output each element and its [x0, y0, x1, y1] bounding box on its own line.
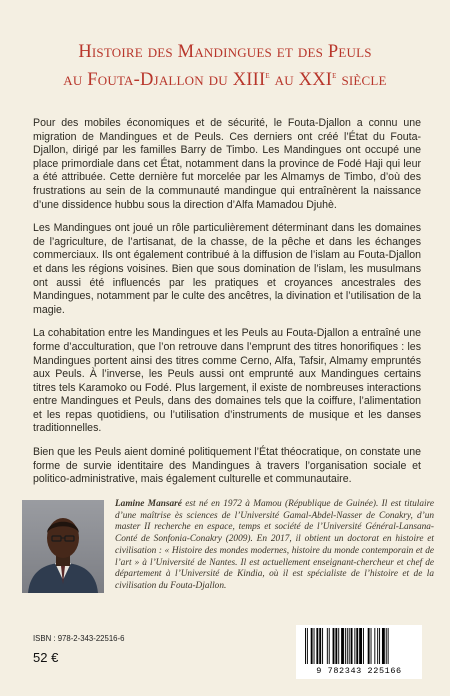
paragraph: La cohabitation entre les Mandingues et les Peuls au Fouta-Djallon a entraîné une forme d’acculturation, que l’on retrouve dans l’emprunt des titres honorifiques : les Mandingues portent ainsi des titres comme Cerno, Alfa, Tafsir, Almamy empruntés aux Peuls. À l’inverse, les Peuls aussi ont emprunté aux Mandingues certains titres tels Karamoko ou Fodé. Plus largement, il existe de nombreuses interactions entre Mandingues et Peuls, dans des domaines tels que la coiffure, l’alimentation et les repas quotidiens, ou l’utilisation d’instruments de musique et les danses traditionnelles.	[33, 327, 421, 435]
barcode-bar	[314, 628, 315, 664]
price: 52 €	[33, 650, 59, 665]
barcode-bar	[356, 628, 358, 664]
barcode-bar	[333, 628, 335, 664]
barcode-bar	[305, 628, 306, 664]
author-bio	[115, 499, 434, 593]
barcode-bar	[335, 628, 337, 664]
barcode-bar	[316, 628, 318, 664]
author-bio-text: est né en 1972 à Mamou (République de Guinée). Il est titulaire d’une maîtrise ès sciences de l’Université Gamal-Abdel-Nasser de Conakry, d’un master II recherche en espace, temps et société de l’Université Général-Lansana-Conté de Sonfonia-Conakry (2009). En 2017, il obtient un doctorat en histoire et civilisation : « Histoire des mondes modernes, histoire du monde contemporain et de l’art » à l’Université de Nantes. Il est actuellement enseignant-chercheur et chef de département à l’Université de Kindia, où il est spécialiste de l’histoire et de la civilisation du Fouta-Djallon.	[115, 499, 435, 591]
title-superscript: e	[265, 70, 270, 81]
barcode-bar	[311, 628, 313, 664]
barcode	[296, 625, 422, 679]
barcode-bar	[329, 628, 330, 664]
barcode-bar	[338, 628, 339, 664]
paragraph: Bien que les Peuls aient dominé politiquement l’État théocratique, on constate une forme de survie identitaire des Mandingues à travers l’organisation sociale et politico-administrative, mais également culturelle et communautaire.	[33, 446, 421, 486]
title-line-1: Histoire des Mandingues et des Peuls	[78, 42, 372, 62]
author-name: Lamine Mansaré	[115, 499, 182, 509]
book-title	[20, 40, 430, 92]
barcode-bar	[359, 628, 362, 664]
barcode-bar	[368, 628, 370, 664]
barcode-bar	[354, 628, 355, 664]
barcode-bar	[341, 628, 344, 664]
barcode-bar	[382, 628, 385, 664]
title-superscript: e	[332, 70, 337, 81]
barcode-number: 9 782343 225166	[316, 666, 402, 676]
title-line-2	[20, 64, 430, 92]
barcode-bar	[374, 628, 375, 664]
barcode-bar	[386, 628, 387, 664]
barcode-bar	[345, 628, 346, 664]
barcode-bar	[379, 628, 380, 664]
barcode-bar	[327, 628, 328, 664]
author-photo	[22, 500, 104, 593]
barcode-bar	[351, 628, 353, 664]
barcode-bar	[377, 628, 378, 664]
back-cover-text	[33, 117, 421, 497]
barcode-bar	[347, 628, 348, 664]
title-line-2-part: siècle	[336, 70, 387, 91]
paragraph: Pour des mobiles économiques et de sécurité, le Fouta-Djallon a connu une migration de Mandingues et de Peuls. Ces derniers ont créé l’État du Fouta-Djallon, dirigé par les familles Barry de Timbo. Les Mandingues ont occupé une place primordiale dans cet État, notamment dans la province de Fodé Haji qui leur a été attribuée. Cette dernière fut morcelée par les Almamys de Timbo, d’où des frustrations au sein de la communauté mandingue qui entraînèrent la naissance d’une dissidence hubbu sous la direction d’Alfa Mamadou Djuhè.	[33, 117, 421, 211]
barcode-bar	[319, 628, 321, 664]
barcode-bar	[307, 628, 308, 664]
barcode-bar	[371, 628, 372, 664]
title-line-2-part: au Fouta-Djallon du XIII	[63, 70, 266, 91]
barcode-bar	[363, 628, 364, 664]
barcode-bar	[388, 628, 389, 664]
isbn: ISBN : 978-2-343-22516-6	[33, 634, 125, 643]
barcode-bar	[322, 628, 323, 664]
barcode-bar	[349, 628, 350, 664]
title-line-2-part: au XXI	[269, 70, 333, 91]
paragraph: Les Mandingues ont joué un rôle particulièrement déterminant dans les domaines de l’agriculture, de l’artisanat, de la chasse, de la pêche et dans les échanges commerciaux. Ils ont également contribué à la diffusion de l’islam au Fouta-Djallon et dans les régions voisines. Bien que sous domination de l’islam, les musulmans ont aussi été influencés par les pratiques et croyances ancestrales des Mandingues, notamment par le culte des ancêtres, la divination et l’utilisation de la magie.	[33, 222, 421, 316]
barcode-bars	[299, 628, 419, 666]
author-section	[22, 499, 435, 594]
